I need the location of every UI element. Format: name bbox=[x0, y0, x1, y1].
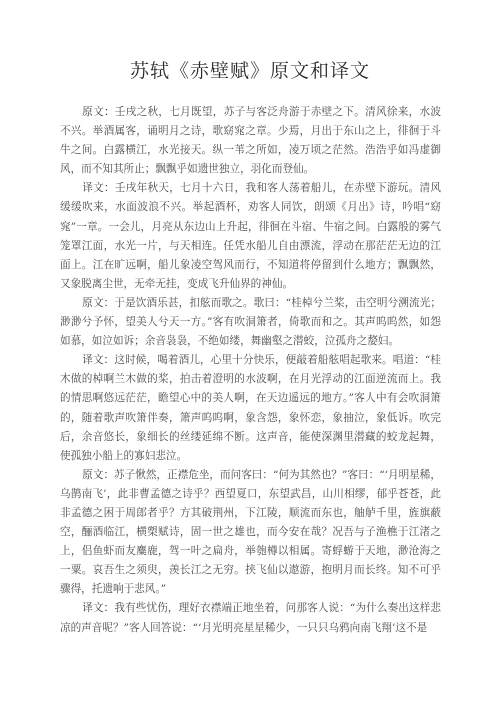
paragraph-text: 于是饮酒乐甚，扣舷而歌之。歌曰：“桂棹兮兰桨，击空明兮溯流光；渺渺兮予怀，望美人兮天一方。”客有吹洞箫者，倚歌而和之。其声呜呜然，如怨如慕，如泣如诉；余音袅袅，不绝如缕，舞幽壑之潜蛟，泣孤舟之嫠妇。 bbox=[60, 296, 441, 348]
paragraph-original-1 bbox=[60, 103, 441, 179]
paragraph-label: 译文： bbox=[82, 602, 115, 615]
page-title: 苏轼《赤壁赋》原文和译文 bbox=[129, 60, 370, 82]
paragraph-label: 原文： bbox=[82, 468, 115, 481]
paragraph-text: 壬戌之秋，七月既望，苏子与客泛舟游于赤壁之下。清风徐来，水波不兴。举酒属客，诵明月之诗，歌窈窕之章。少焉，月出于东山之上，徘徊于斗牛之间。白露横江，水光接天。纵一苇之所如，凌万顷之茫然。浩浩乎如冯虚御风，而不知其所止；飘飘乎如遗世独立，羽化而登仙。 bbox=[60, 106, 441, 176]
paragraph-text: 这时候，喝着酒儿，心里十分快乐，便敲着船舷唱起歌来。唱道：“桂木做的棹啊兰木做的桨，拍击着澄明的水波啊，在月光浮动的江面逆流而上。我的情思啊悠远茫茫，瞻望心中的美人啊，在天边遥远的地方。”客人中有会吹洞箫的，随着歌声吹箫伴奏，箫声呜呜啊，象含怨，象怀恋，象抽泣，象低诉。吹完后，余音悠长，象细长的丝缕延绵不断。这声音，能使深渊里潜藏的蛟龙起舞，使孤独小船上的寡妇悲泣。 bbox=[60, 354, 441, 462]
paragraph-translation-2 bbox=[60, 351, 441, 466]
paragraph-original-2 bbox=[60, 294, 441, 351]
paragraph-text: 苏子愀然，正襟危坐，而问客曰：“何为其然也？”客曰：“‘月明星稀，乌鹊南飞’，此非曹孟德之诗乎？西望夏口，东望武昌，山川相缪，郁乎苍苍，此非孟德之困于周郎者乎？方其破荆州，下江陵，顺流而东也，舳舻千里，旌旗蔽空，酾酒临江，横槊赋诗，固一世之雄也，而今安在哉？况吾与子渔樵于江渚之上，侣鱼虾而友麋鹿，驾一叶之扁舟，举匏樽以相属。寄蜉蝣于天地，渺沧海之一粟。哀吾生之须臾，羡长江之无穷。挟飞仙以遨游，抱明月而长终。知不可乎骤得，托遗响于悲风。” bbox=[60, 468, 441, 596]
paragraph-label: 原文： bbox=[82, 296, 115, 309]
paragraph-label: 原文： bbox=[82, 106, 115, 118]
paragraph-text: 壬戌年秋天，七月十六日，我和客人荡着船儿，在赤壁下游玩。清风缓缓吹来，水面波浪不兴。举起酒杯，劝客人同饮，朗颂《月出》诗，吟唱“窈窕”一章。一会儿，月亮从东边山上升起，徘徊在斗宿、牛宿之间。白露般的雾气笼罩江面，水光一片，与天相连。任凭水船儿自由漂流，浮动在那茫茫无边的江面上。江在旷远啊，船儿象凌空驾风而行，不知道将停留到什么地方；飘飘然，又象脱离尘世，无牵无挂，变成飞升仙界的神仙。 bbox=[60, 182, 441, 290]
paragraph-label: 译文： bbox=[82, 182, 115, 195]
document-body bbox=[60, 103, 441, 638]
paragraph-label: 译文： bbox=[82, 354, 115, 367]
paragraph-translation-3 bbox=[60, 599, 441, 637]
paragraph-original-3 bbox=[60, 466, 441, 600]
paragraph-translation-1 bbox=[60, 179, 441, 294]
paragraph-text: 我有些忧伤，理好衣襟端正地坐着，问那客人说：“为什么奏出这样悲凉的声音呢？”客人回答说：“‘月光明亮星星稀少，一只只乌鸦向南飞翔’这不是 bbox=[60, 602, 441, 634]
